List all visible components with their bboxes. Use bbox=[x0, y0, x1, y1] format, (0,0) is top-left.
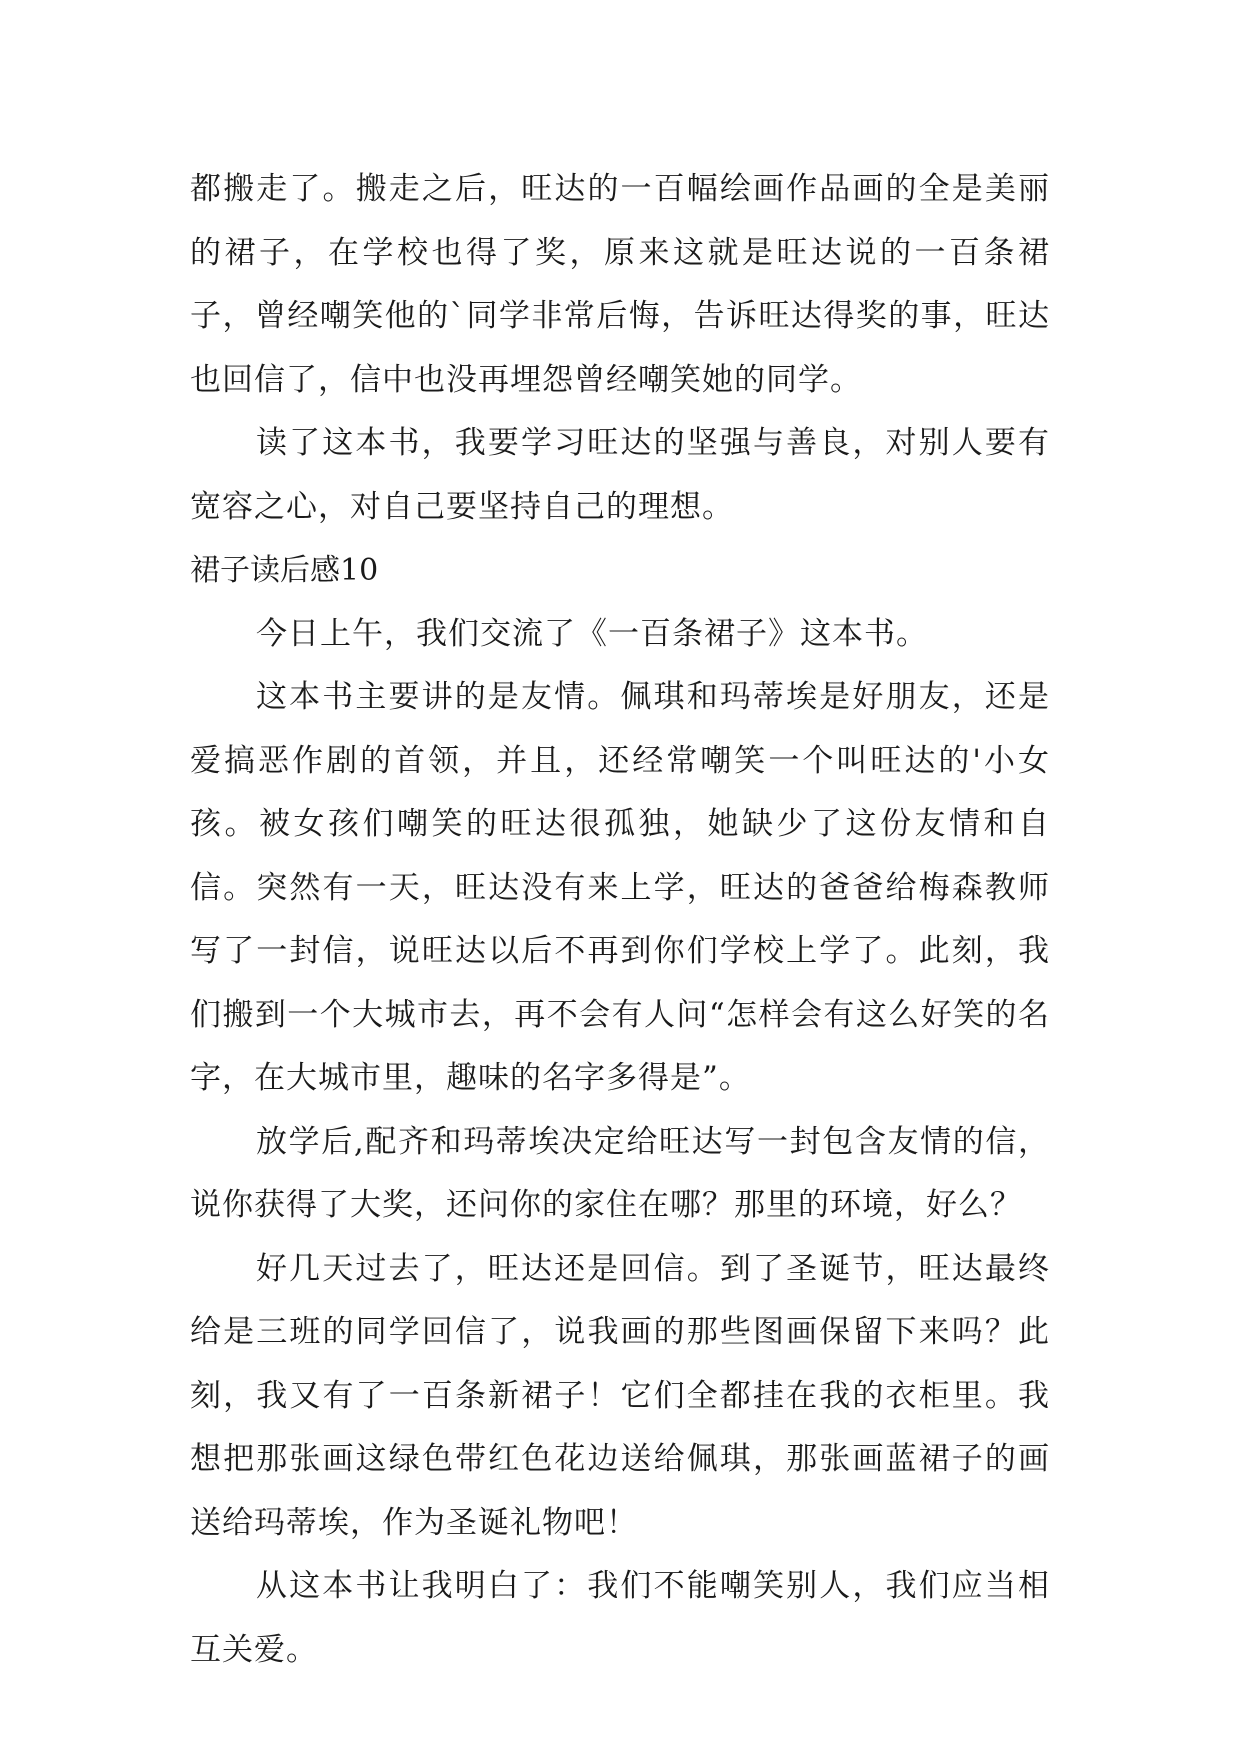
paragraph: 放学后,配齐和玛蒂埃决定给旺达写一封包含友情的信，说你获得了大奖，还问你的家住在哪？那里的环境，好么？ bbox=[190, 1123, 1050, 1223]
paragraph: 从这本书让我明白了：我们不能嘲笑别人，我们应当相互关爱。 bbox=[190, 1568, 1050, 1668]
paragraph-conclusion: 读了这本书，我要学习旺达的坚强与善良，对别人要有宽容之心，对自己要坚持自己的理想。 bbox=[190, 425, 1050, 525]
paragraph: 好几天过去了，旺达还是回信。到了圣诞节，旺达最终给是三班的同学回信了，说我画的那些图画保留下来吗？此刻，我又有了一百条新裙子！它们全都挂在我的衣柜里。我想把那张画这绿色带红色花边送给佩琪，那张画蓝裙子的画送给玛蒂埃，作为圣诞礼物吧！ bbox=[190, 1250, 1050, 1541]
paragraph-continued: 都搬走了。搬走之后，旺达的一百幅绘画作品画的全是美丽的裙子，在学校也得了奖，原来这就是旺达说的一百条裙子，曾经嘲笑他的`同学非常后悔，告诉旺达得奖的事，旺达也回信了，信中也没再埋怨曾经嘲笑她的同学。 bbox=[190, 171, 1050, 398]
section-title: 裙子读后感10 bbox=[190, 553, 379, 588]
paragraph: 这本书主要讲的是友情。佩琪和玛蒂埃是好朋友，还是爱搞恶作剧的首领，并且，还经常嘲笑一个叫旺达的'小女孩。被女孩们嘲笑的旺达很孤独，她缺少了这份友情和自信。突然有一天，旺达没有来上学，旺达的爸爸给梅森教师写了一封信，说旺达以后不再到你们学校上学了。此刻，我们搬到一个大城市去，再不会有人问“怎样会有这么好笑的名字，在大城市里，趣味的名字多得是”。 bbox=[190, 679, 1050, 1096]
paragraph: 今日上午，我们交流了《一百条裙子》这本书。 bbox=[256, 615, 928, 652]
document-page bbox=[190, 158, 1050, 1682]
